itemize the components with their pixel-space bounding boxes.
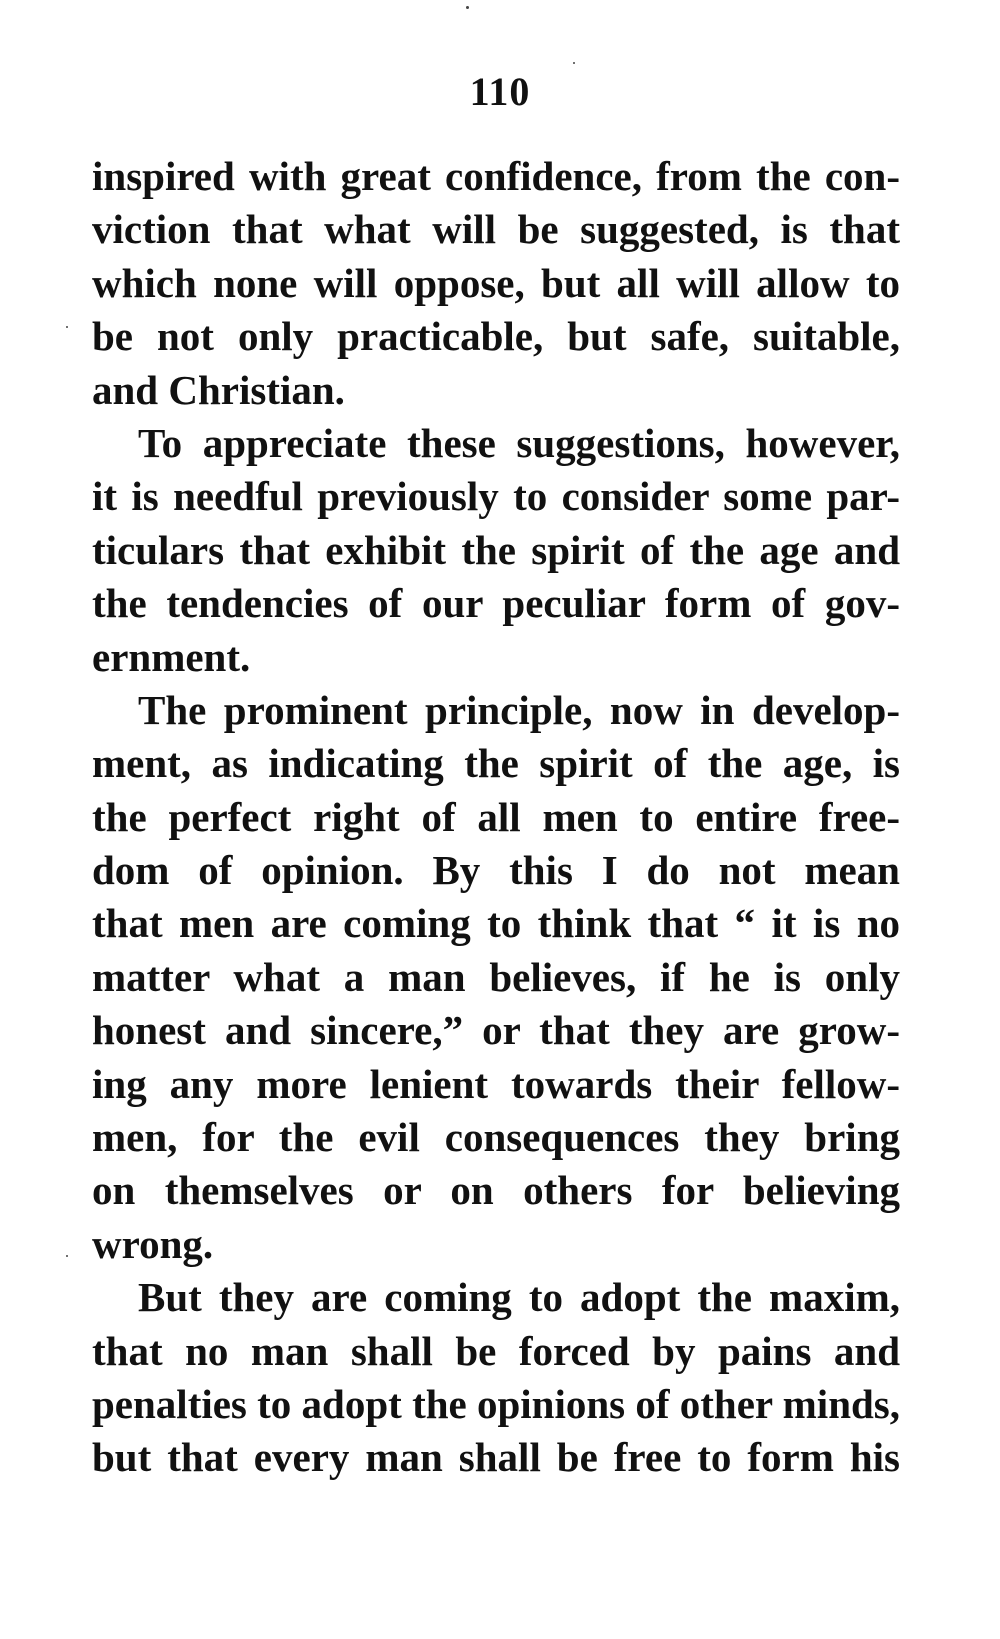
text-line: and Christian. [92,366,345,413]
scan-speck [66,326,68,328]
text-line: the perfect right of all men to entire free- [92,793,900,840]
text-line: ment, as indicating the spirit of the age, is [92,740,900,787]
text-line: To appreciate these suggestions, however, [138,419,900,466]
scan-speck [66,1255,68,1257]
paragraph [92,684,900,1271]
text-line: but that every man shall be free to form his [92,1434,900,1481]
text-line: on themselves or on others for believing [92,1167,900,1214]
text-line: ing any more lenient towards their fellow- [92,1060,900,1107]
text-line: The prominent principle, now in develop- [138,686,900,733]
body-text [92,150,900,1485]
text-line: But they are coming to adopt the maxim, [138,1274,900,1321]
text-line: the tendencies of our peculiar form of gov- [92,580,900,627]
text-line: penalties to adopt the opinions of other minds, [92,1380,900,1427]
text-line: that no man shall be forced by pains and [92,1327,900,1374]
text-line: ticulars that exhibit the spirit of the age and [92,526,900,573]
text-line: men, for the evil consequences they bring [92,1114,900,1161]
text-line: matter what a man believes, if he is only [92,953,900,1000]
text-line: honest and sincere,” or that they are grow- [92,1007,900,1054]
text-line: dom of opinion. By this I do not mean [92,847,900,894]
text-line: that men are coming to think that “ it is no [92,900,900,947]
paragraph [92,417,900,684]
text-line: be not only practicable, but safe, suitable, [92,313,900,360]
page-number: 110 [469,69,531,114]
text-line: viction that what will be suggested, is that [92,206,900,253]
text-line: which none will oppose, but all will allow to [92,259,900,306]
paragraph [92,1271,900,1485]
paragraph [92,150,900,417]
scan-speck [573,62,575,64]
text-line: wrong. [92,1220,214,1267]
text-line: inspired with great confidence, from the con- [92,153,900,199]
text-line: it is needful previously to consider some par- [92,473,900,520]
text-line: ernment. [92,633,251,680]
scan-speck [466,6,469,9]
